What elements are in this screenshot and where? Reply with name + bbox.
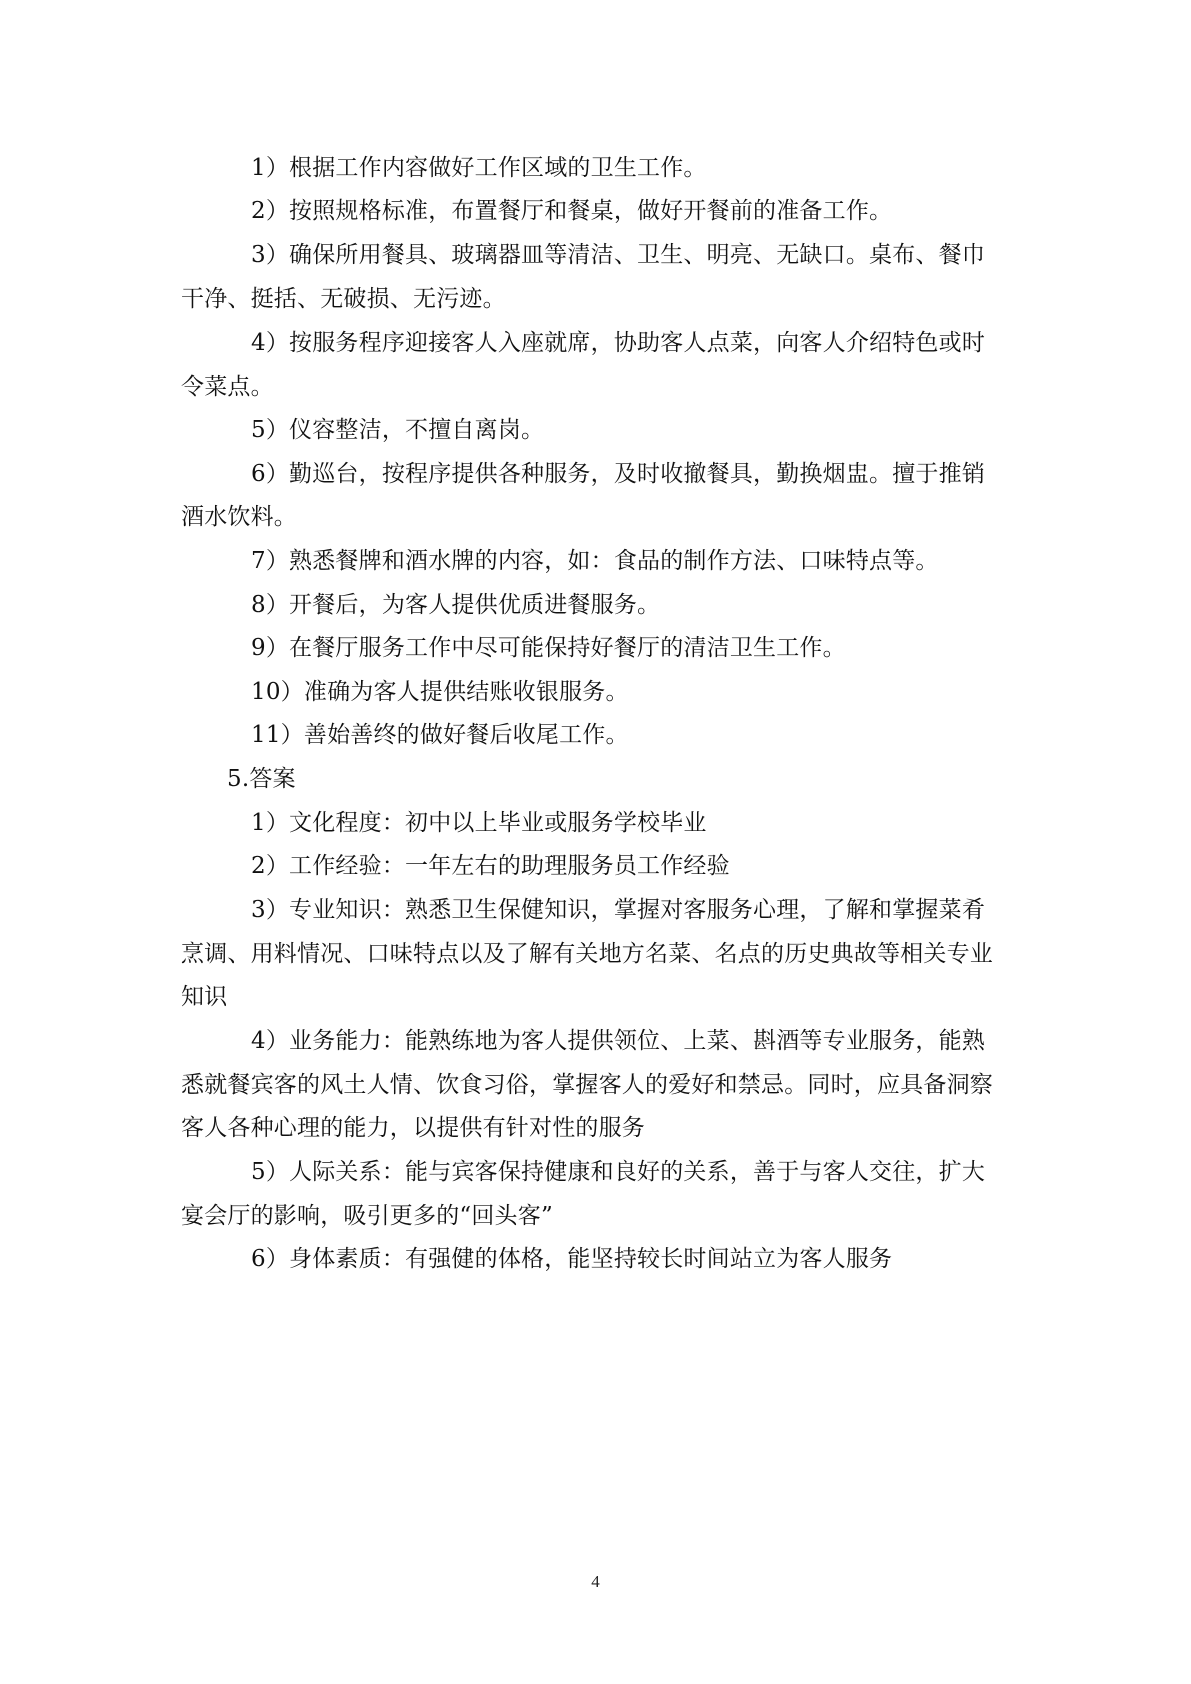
item-req-1: 1）文化程度：初中以上毕业或服务学校毕业 [251,810,707,836]
page-number: 4 [591,1572,600,1591]
item-req-4: 4）业务能力：能熟练地为客人提供领位、上菜、斟酒等专业服务，能熟 [251,1028,986,1054]
item-req-5: 5）人际关系：能与宾客保持健康和良好的关系，善于与客人交往，扩大 [251,1159,986,1185]
item-req-5-cont: 宴会厅的影响，吸引更多的“回头客” [181,1203,553,1229]
item-duty-3: 3）确保所用餐具、玻璃器皿等清洁、卫生、明亮、无缺口。桌布、餐巾 [251,242,986,268]
item-duty-8: 8）开餐后，为客人提供优质进餐服务。 [251,592,661,618]
item-duty-4-cont: 令菜点。 [181,374,274,400]
item-duty-2: 2）按照规格标准，布置餐厅和餐桌，做好开餐前的准备工作。 [251,198,893,224]
item-req-4-cont-2: 客人各种心理的能力，以提供有针对性的服务 [181,1115,645,1141]
item-req-3-cont-1: 烹调、用料情况、口味特点以及了解有关地方名菜、名点的历史典故等相关专业 [181,941,993,967]
item-req-4-cont-1: 悉就餐宾客的风土人情、饮食习俗，掌握客人的爱好和禁忌。同时，应具备洞察 [181,1072,993,1098]
item-req-3: 3）专业知识：熟悉卫生保健知识，掌握对客服务心理，了解和掌握菜肴 [251,897,986,923]
item-req-6: 6）身体素质：有强健的体格，能坚持较长时间站立为客人服务 [251,1246,893,1272]
item-duty-4: 4）按服务程序迎接客人入座就席，协助客人点菜，向客人介绍特色或时 [251,330,986,356]
item-duty-6: 6）勤巡台，按程序提供各种服务，及时收撤餐具，勤换烟盅。擅于推销 [251,461,986,487]
item-duty-9: 9）在餐厅服务工作中尽可能保持好餐厅的清洁卫生工作。 [251,635,846,661]
item-duty-7: 7）熟悉餐牌和酒水牌的内容，如：食品的制作方法、口味特点等。 [251,548,939,574]
item-req-3-cont-2: 知识 [181,984,228,1010]
section-heading-answer-5: 5.答案 [227,766,296,792]
item-duty-10: 10）准确为客人提供结账收银服务。 [251,679,629,705]
item-duty-6-cont: 酒水饮料。 [181,504,297,530]
item-duty-11: 11）善始善终的做好餐后收尾工作。 [251,722,629,748]
item-duty-5: 5）仪容整洁，不擅自离岗。 [251,417,545,443]
item-duty-3-cont: 干净、挺括、无破损、无污迹。 [181,286,506,312]
item-req-2: 2）工作经验：一年左右的助理服务员工作经验 [251,853,730,879]
item-duty-1: 1）根据工作内容做好工作区域的卫生工作。 [251,155,707,181]
